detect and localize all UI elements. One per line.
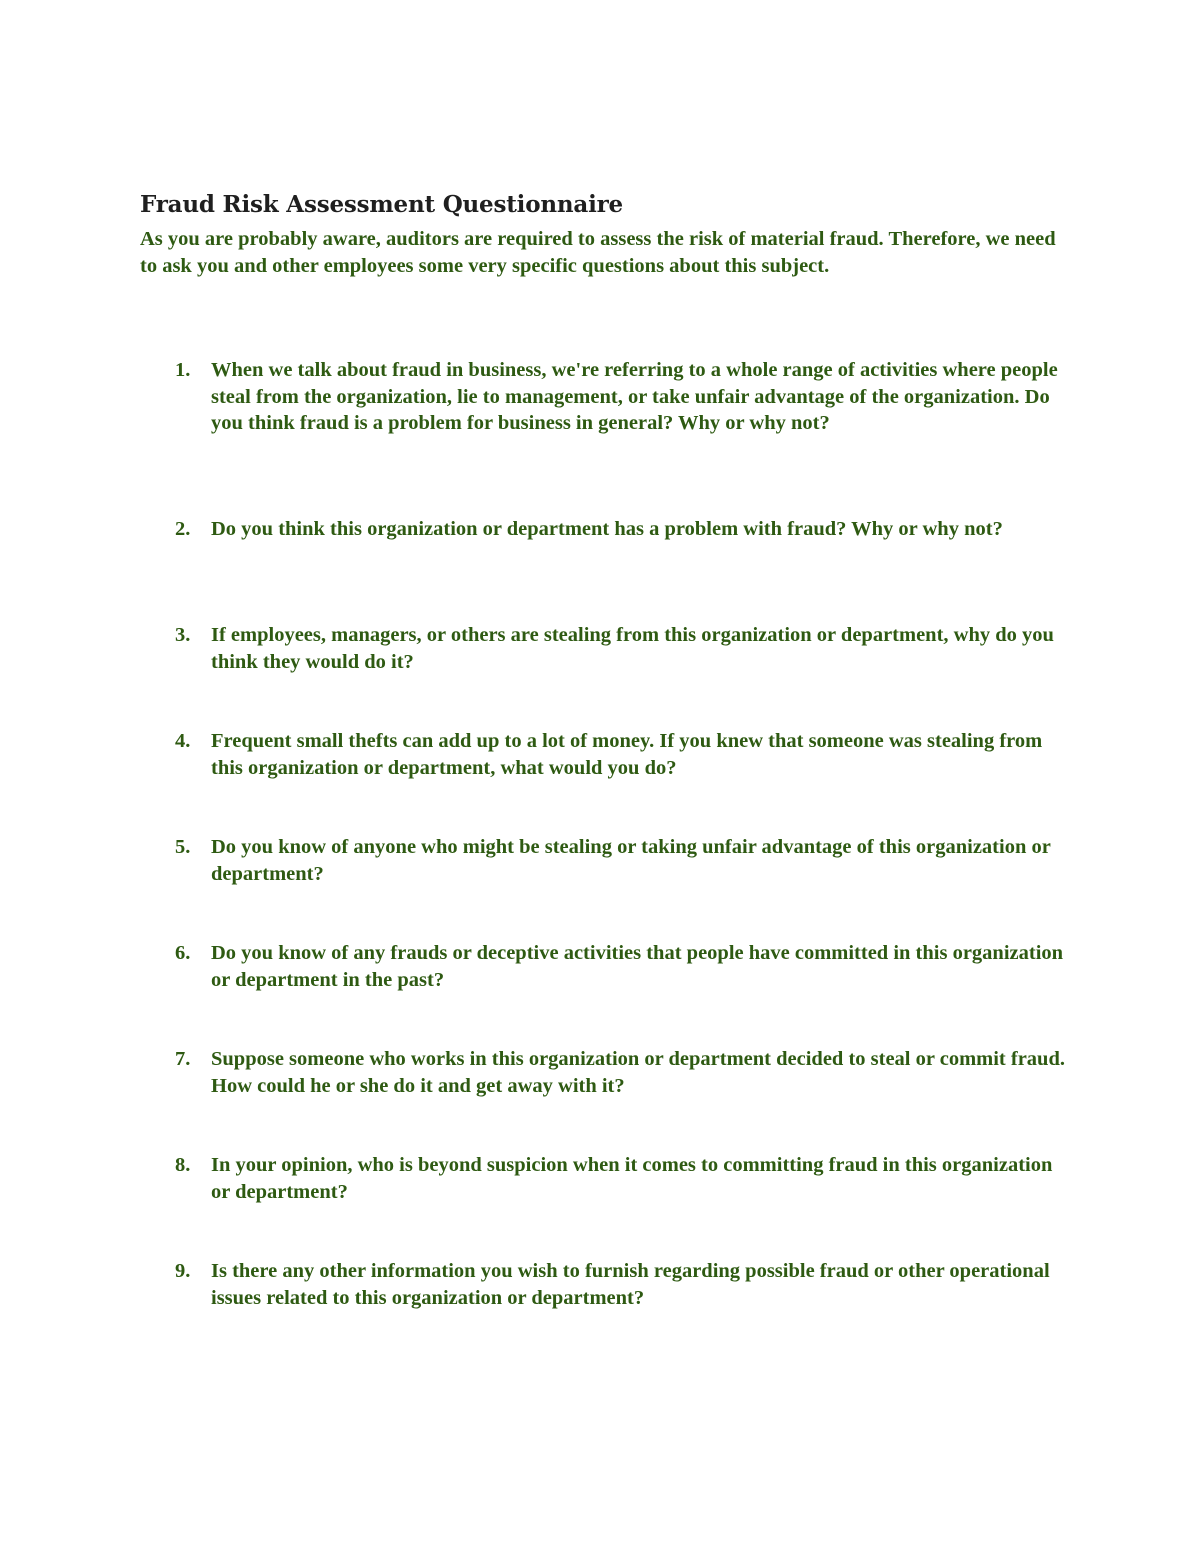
question-number: 5. [175,836,191,858]
question-number: 7. [175,1048,191,1070]
question-number: 4. [175,730,191,752]
question-text: Do you know of any frauds or deceptive activities that people have committed in this organization or department in the past? [211,942,1064,991]
question-text: Do you know of anyone who might be stealing or taking unfair advantage of this organization or department? [211,836,1051,885]
question-text: When we talk about fraud in business, we're referring to a whole range of activities where people steal from the organization, lie to management, or take unfair advantage of the organization. Do you think fraud is a problem for business in general? Why or why not? [211,359,1058,434]
question-number: 3. [175,624,191,646]
intro-paragraph: As you are probably aware, auditors are required to assess the risk of material fraud. Therefore, we need to ask you and other employees some very specific questions about this subject. [140,228,1056,277]
question-number: 9. [175,1260,191,1282]
question-text: Is there any other information you wish to furnish regarding possible fraud or other operational issues related to this organization or department? [211,1260,1050,1309]
question-number: 1. [175,359,191,381]
question-number: 6. [175,942,191,964]
question-number: 2. [175,518,191,540]
document-title: Fraud Risk Assessment Questionnaire [140,191,623,218]
question-number: 8. [175,1154,191,1176]
question-text: Suppose someone who works in this organization or department decided to steal or commit fraud. How could he or she do it and get away with it? [211,1048,1065,1097]
question-text: Frequent small thefts can add up to a lot of money. If you knew that someone was stealing from this organization or department, what would you do? [211,730,1043,779]
question-text: Do you think this organization or department has a problem with fraud? Why or why not? [211,518,1003,540]
question-text: In your opinion, who is beyond suspicion when it comes to committing fraud in this organization or department? [211,1154,1053,1203]
question-text: If employees, managers, or others are stealing from this organization or department, why do you think they would do it? [211,624,1054,673]
